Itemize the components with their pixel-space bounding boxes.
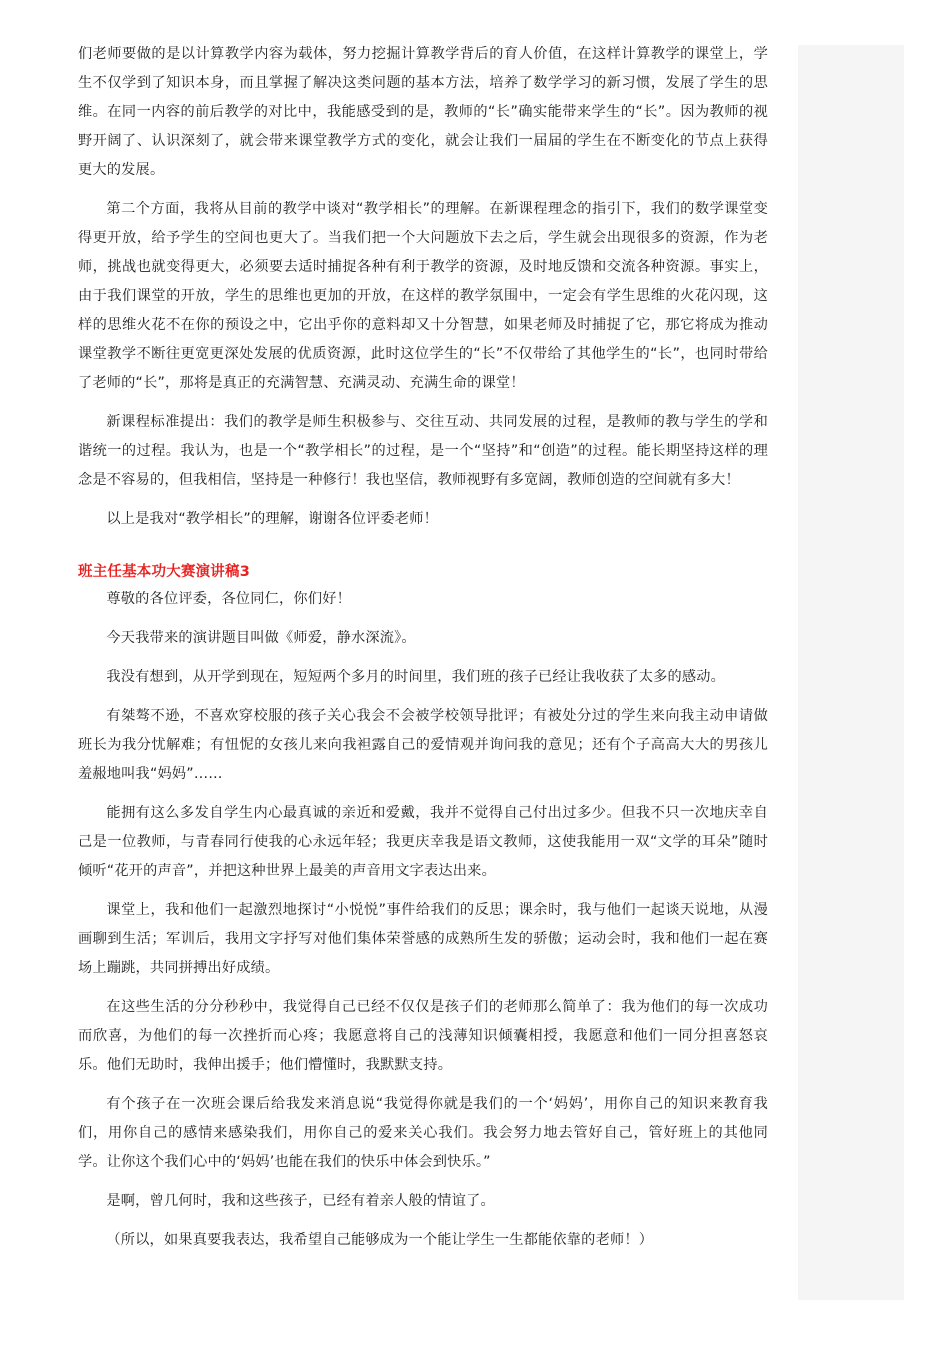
paragraph: 有桀骜不逊，不喜欢穿校服的孩子关心我会不会被学校领导批评；有被处分过的学生来向我主动申请做班长为我分忧解难；有忸怩的女孩儿来向我袒露自己的爱情观并询问我的意见；还有个子高高大大的男孩儿羞赧地叫我“妈妈”…… <box>78 708 768 782</box>
paragraph: 课堂上，我和他们一起激烈地探讨“小悦悦”事件给我们的反思；课余时，我与他们一起谈天说地，从漫画聊到生活；军训后，我用文字抒写对他们集体荣誉感的成熟所生发的骄傲；运动会时，我和他们一起在赛场上蹦跳，共同拼搏出好成绩。 <box>78 902 768 976</box>
paragraph: 第二个方面，我将从目前的教学中谈对“教学相长”的理解。在新课程理念的指引下，我们的数学课堂变得更开放，给予学生的空间也更大了。当我们把一个大问题放下去之后，学生就会出现很多的资源，作为老师，挑战也就变得更大，必须要去适时捕捉各种有利于教学的资源，及时地反馈和交流各种资源。事实上，由于我们课堂的开放，学生的思维也更加的开放，在这样的教学氛围中，一定会有学生思维的火花闪现，这样的思维火花不在你的预设之中，它出乎你的意料却又十分智慧，如果老师及时捕捉了它，那它将成为推动课堂教学不断往更宽更深处发展的优质资源，此时这位学生的“长”不仅带给了其他学生的“长”，也同时带给了老师的“长”，那将是真正的充满智慧、充满灵动、充满生命的课堂！ <box>78 201 768 391</box>
paragraph: 今天我带来的演讲题目叫做《师爱，静水深流》。 <box>106 630 416 646</box>
paragraph: 有个孩子在一次班会课后给我发来消息说“我觉得你就是我们的一个‘妈妈’，用你自己的知识来教育我们，用你自己的感情来感染我们，用你自己的爱来关心我们。我会努力地去管好自己，管好班上的其他同学。让你这个我们心中的‘妈妈’也能在我们的快乐中体会到快乐。” <box>78 1096 768 1170</box>
paragraph: 是啊，曾几何时，我和这些孩子，已经有着亲人般的情谊了。 <box>106 1193 495 1209</box>
section-heading: 班主任基本功大赛演讲稿3 <box>78 564 250 580</box>
sidebar-panel <box>798 45 904 1300</box>
paragraph: （所以，如果真要我表达，我希望自己能够成为一个能让学生一生都能依靠的老师！） <box>106 1232 654 1248</box>
paragraph: 我没有想到，从开学到现在，短短两个多月的时间里，我们班的孩子已经让我收获了太多的感动。 <box>106 669 726 685</box>
article-body <box>78 40 768 1265</box>
paragraph: 能拥有这么多发自学生内心最真诚的亲近和爱戴，我并不觉得自己付出过多少。但我不只一次地庆幸自己是一位教师，与青春同行使我的心永远年轻；我更庆幸我是语文教师，这使我能用一双“文学的耳朵”随时倾听“花开的声音”，并把这种世界上最美的声音用文字表达出来。 <box>78 805 768 879</box>
paragraph: 尊敬的各位评委，各位同仁，你们好！ <box>106 591 351 607</box>
paragraph: 以上是我对“教学相长”的理解，谢谢各位评委老师！ <box>106 511 439 527</box>
paragraph: 在这些生活的分分秒秒中，我觉得自己已经不仅仅是孩子们的老师那么简单了：我为他们的每一次成功而欣喜，为他们的每一次挫折而心疼；我愿意将自己的浅薄知识倾囊相授，我愿意和他们一同分担喜怒哀乐。他们无助时，我伸出援手；他们懵懂时，我默默支持。 <box>78 999 768 1073</box>
paragraph: 新课程标准提出：我们的教学是师生积极参与、交往互动、共同发展的过程，是教师的教与学生的学和谐统一的过程。我认为，也是一个“教学相长”的过程，是一个“坚持”和“创造”的过程。能长期坚持这样的理念是不容易的，但我相信，坚持是一种修行！我也坚信，教师视野有多宽阔，教师创造的空间就有多大！ <box>78 414 768 488</box>
paragraph: 们老师要做的是以计算教学内容为载体，努力挖掘计算教学背后的育人价值，在这样计算教学的课堂上，学生不仅学到了知识本身，而且掌握了解决这类问题的基本方法，培养了数学学习的新习惯，发展了学生的思维。在同一内容的前后教学的对比中，我能感受到的是，教师的“长”确实能带来学生的“长”。因为教师的视野开阔了、认识深刻了，就会带来课堂教学方式的变化，就会让我们一届届的学生在不断变化的节点上获得更大的发展。 <box>78 46 768 178</box>
